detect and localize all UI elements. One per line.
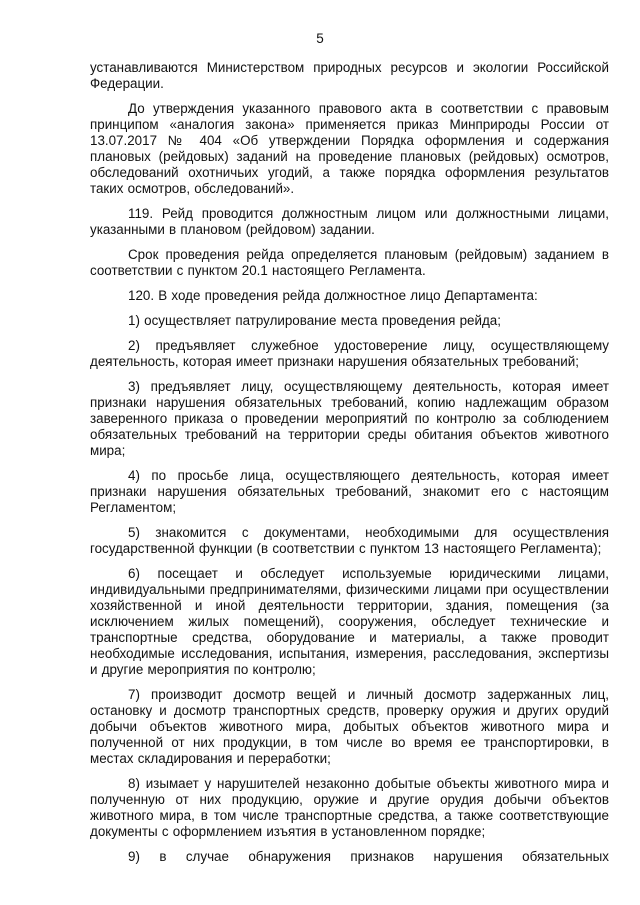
- list-item-3: 3) предъявляет лицу, осуществляющему деятельность, которая имеет признаки нарушения обязательных требований, копию надлежащим образом заверенного приказа о проведении мероприятий по контролю за соблюдением обязательных требований на территории среды обитания объектов животного мира;: [90, 379, 609, 458]
- list-item-7: 7) производит досмотр вещей и личный досмотр задержанных лиц, остановку и досмотр транспортных средств, проверку оружия и других орудий добычи объектов животного мира, добытых объектов животного мира и полученной от них продукции, в том числе во время ее транспортировки, в местах складирования и переработки;: [90, 687, 609, 766]
- list-item-4: 4) по просьбе лица, осуществляющего деятельность, которая имеет признаки нарушения обязательных требований, знакомит его с настоящим Регламентом;: [90, 468, 609, 515]
- list-item-8: 8) изымает у нарушителей незаконно добытые объекты животного мира и полученную от них продукцию, оружие и другие орудия добычи объектов животного мира, в том числе транспортные средства, а также соответствующие документы с оформлением изъятия в установленном порядке;: [90, 776, 609, 839]
- list-item-9: 9) в случае обнаружения признаков нарушения обязательных: [128, 849, 609, 864]
- paragraph-119: 119. Рейд проводится должностным лицом или должностными лицами, указанными в плановом (рейдовом) задании.: [90, 206, 609, 237]
- list-item-5: 5) знакомится с документами, необходимыми для осуществления государственной функции (в соответствии с пунктом 13 настоящего Регламента);: [90, 525, 609, 556]
- document-body: [90, 60, 609, 874]
- list-item-2: 2) предъявляет служебное удостоверение лицу, осуществляющему деятельность, которая имеет признаки нарушения обязательных требований;: [90, 338, 609, 369]
- paragraph-continuation: устанавливаются Министерством природных ресурсов и экологии Российской Федерации.: [90, 60, 609, 91]
- list-item-6: 6) посещает и обследует используемые юридическими лицами, индивидуальными предпринимателями, физическими лицами при осуществлении хозяйственной и иной деятельности территории, здания, помещения (за исключением жилых помещений), сооружения, обследует технические и транспортные средства, оборудование и материалы, а также проводит необходимые исследования, испытания, измерения, расследования, экспертизы и другие мероприятия по контролю;: [90, 566, 609, 677]
- page-number: 5: [316, 31, 324, 46]
- paragraph-raid-term: Срок проведения рейда определяется плановым (рейдовым) заданием в соответствии с пунктом 20.1 настоящего Регламента.: [90, 247, 609, 278]
- paragraph-legal-analogy: До утверждения указанного правового акта в соответствии с правовым принципом «аналогия закона» применяется приказ Минприроды России от 13.07.2017 № 404 «Об утверждении Порядка оформления и содержания плановых (рейдовых) заданий на проведение плановых (рейдовых) осмотров, обследований охотничьих угодий, а также порядка оформления результатов таких осмотров, обследований».: [90, 101, 609, 196]
- paragraph-120: 120. В ходе проведения рейда должностное лицо Департамента:: [128, 288, 538, 303]
- list-item-1: 1) осуществляет патрулирование места проведения рейда;: [128, 313, 501, 328]
